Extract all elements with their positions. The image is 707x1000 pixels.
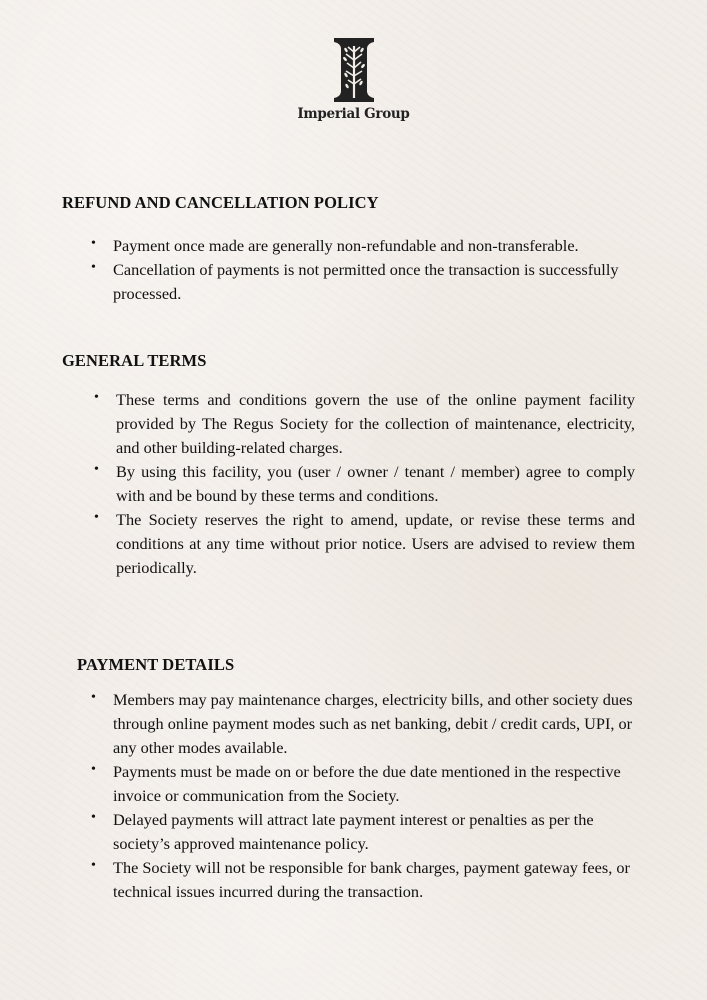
list-item bbox=[94, 460, 635, 508]
section-title-payment-details: PAYMENT DETAILS bbox=[77, 655, 235, 674]
brand-logo bbox=[0, 38, 707, 122]
list-item-text: Payments must be made on or before the due date mentioned in the respective invoice or communication from the Society. bbox=[113, 762, 621, 805]
bullet-icon: • bbox=[94, 462, 99, 477]
list-item bbox=[91, 234, 633, 258]
tree-pillar-logo-icon bbox=[332, 38, 376, 102]
list-item-text: These terms and conditions govern the use of the online payment facility provided by The Regus Society for the collection of maintenance, electricity, and other building-related charges. bbox=[116, 390, 635, 457]
section-title-refund: REFUND AND CANCELLATION POLICY bbox=[62, 193, 379, 212]
brand-name: Imperial Group bbox=[297, 106, 410, 122]
list-item-text: Payment once made are generally non-refundable and non-transferable. bbox=[113, 236, 579, 255]
list-item bbox=[91, 760, 648, 808]
list-item bbox=[94, 388, 635, 460]
section-title-general-terms: GENERAL TERMS bbox=[62, 351, 207, 370]
bullet-icon: • bbox=[94, 510, 99, 525]
list-item-text: The Society will not be responsible for bank charges, payment gateway fees, or technical issues incurred during the transaction. bbox=[113, 858, 630, 901]
refund-policy-list bbox=[91, 234, 633, 306]
list-item bbox=[91, 688, 648, 760]
bullet-icon: • bbox=[91, 236, 96, 251]
bullet-icon: • bbox=[91, 858, 96, 873]
list-item bbox=[91, 856, 648, 904]
list-item-text: By using this facility, you (user / owner / tenant / member) agree to comply with and be bound by these terms and conditions. bbox=[116, 462, 635, 505]
bullet-icon: • bbox=[94, 390, 99, 405]
bullet-icon: • bbox=[91, 690, 96, 705]
list-item bbox=[91, 258, 633, 306]
payment-details-list bbox=[91, 688, 648, 904]
list-item bbox=[94, 508, 635, 580]
list-item bbox=[91, 808, 648, 856]
bullet-icon: • bbox=[91, 260, 96, 275]
list-item-text: The Society reserves the right to amend, update, or revise these terms and conditions at any time without prior notice. Users are advised to review them periodically. bbox=[116, 510, 635, 577]
bullet-icon: • bbox=[91, 762, 96, 777]
general-terms-list bbox=[94, 388, 635, 580]
list-item-text: Cancellation of payments is not permitted once the transaction is successfully processed. bbox=[113, 260, 619, 303]
list-item-text: Members may pay maintenance charges, electricity bills, and other society dues through online payment modes such as net banking, debit / credit cards, UPI, or any other modes available. bbox=[113, 690, 633, 757]
bullet-icon: • bbox=[91, 810, 96, 825]
list-item-text: Delayed payments will attract late payment interest or penalties as per the society’s approved maintenance policy. bbox=[113, 810, 594, 853]
